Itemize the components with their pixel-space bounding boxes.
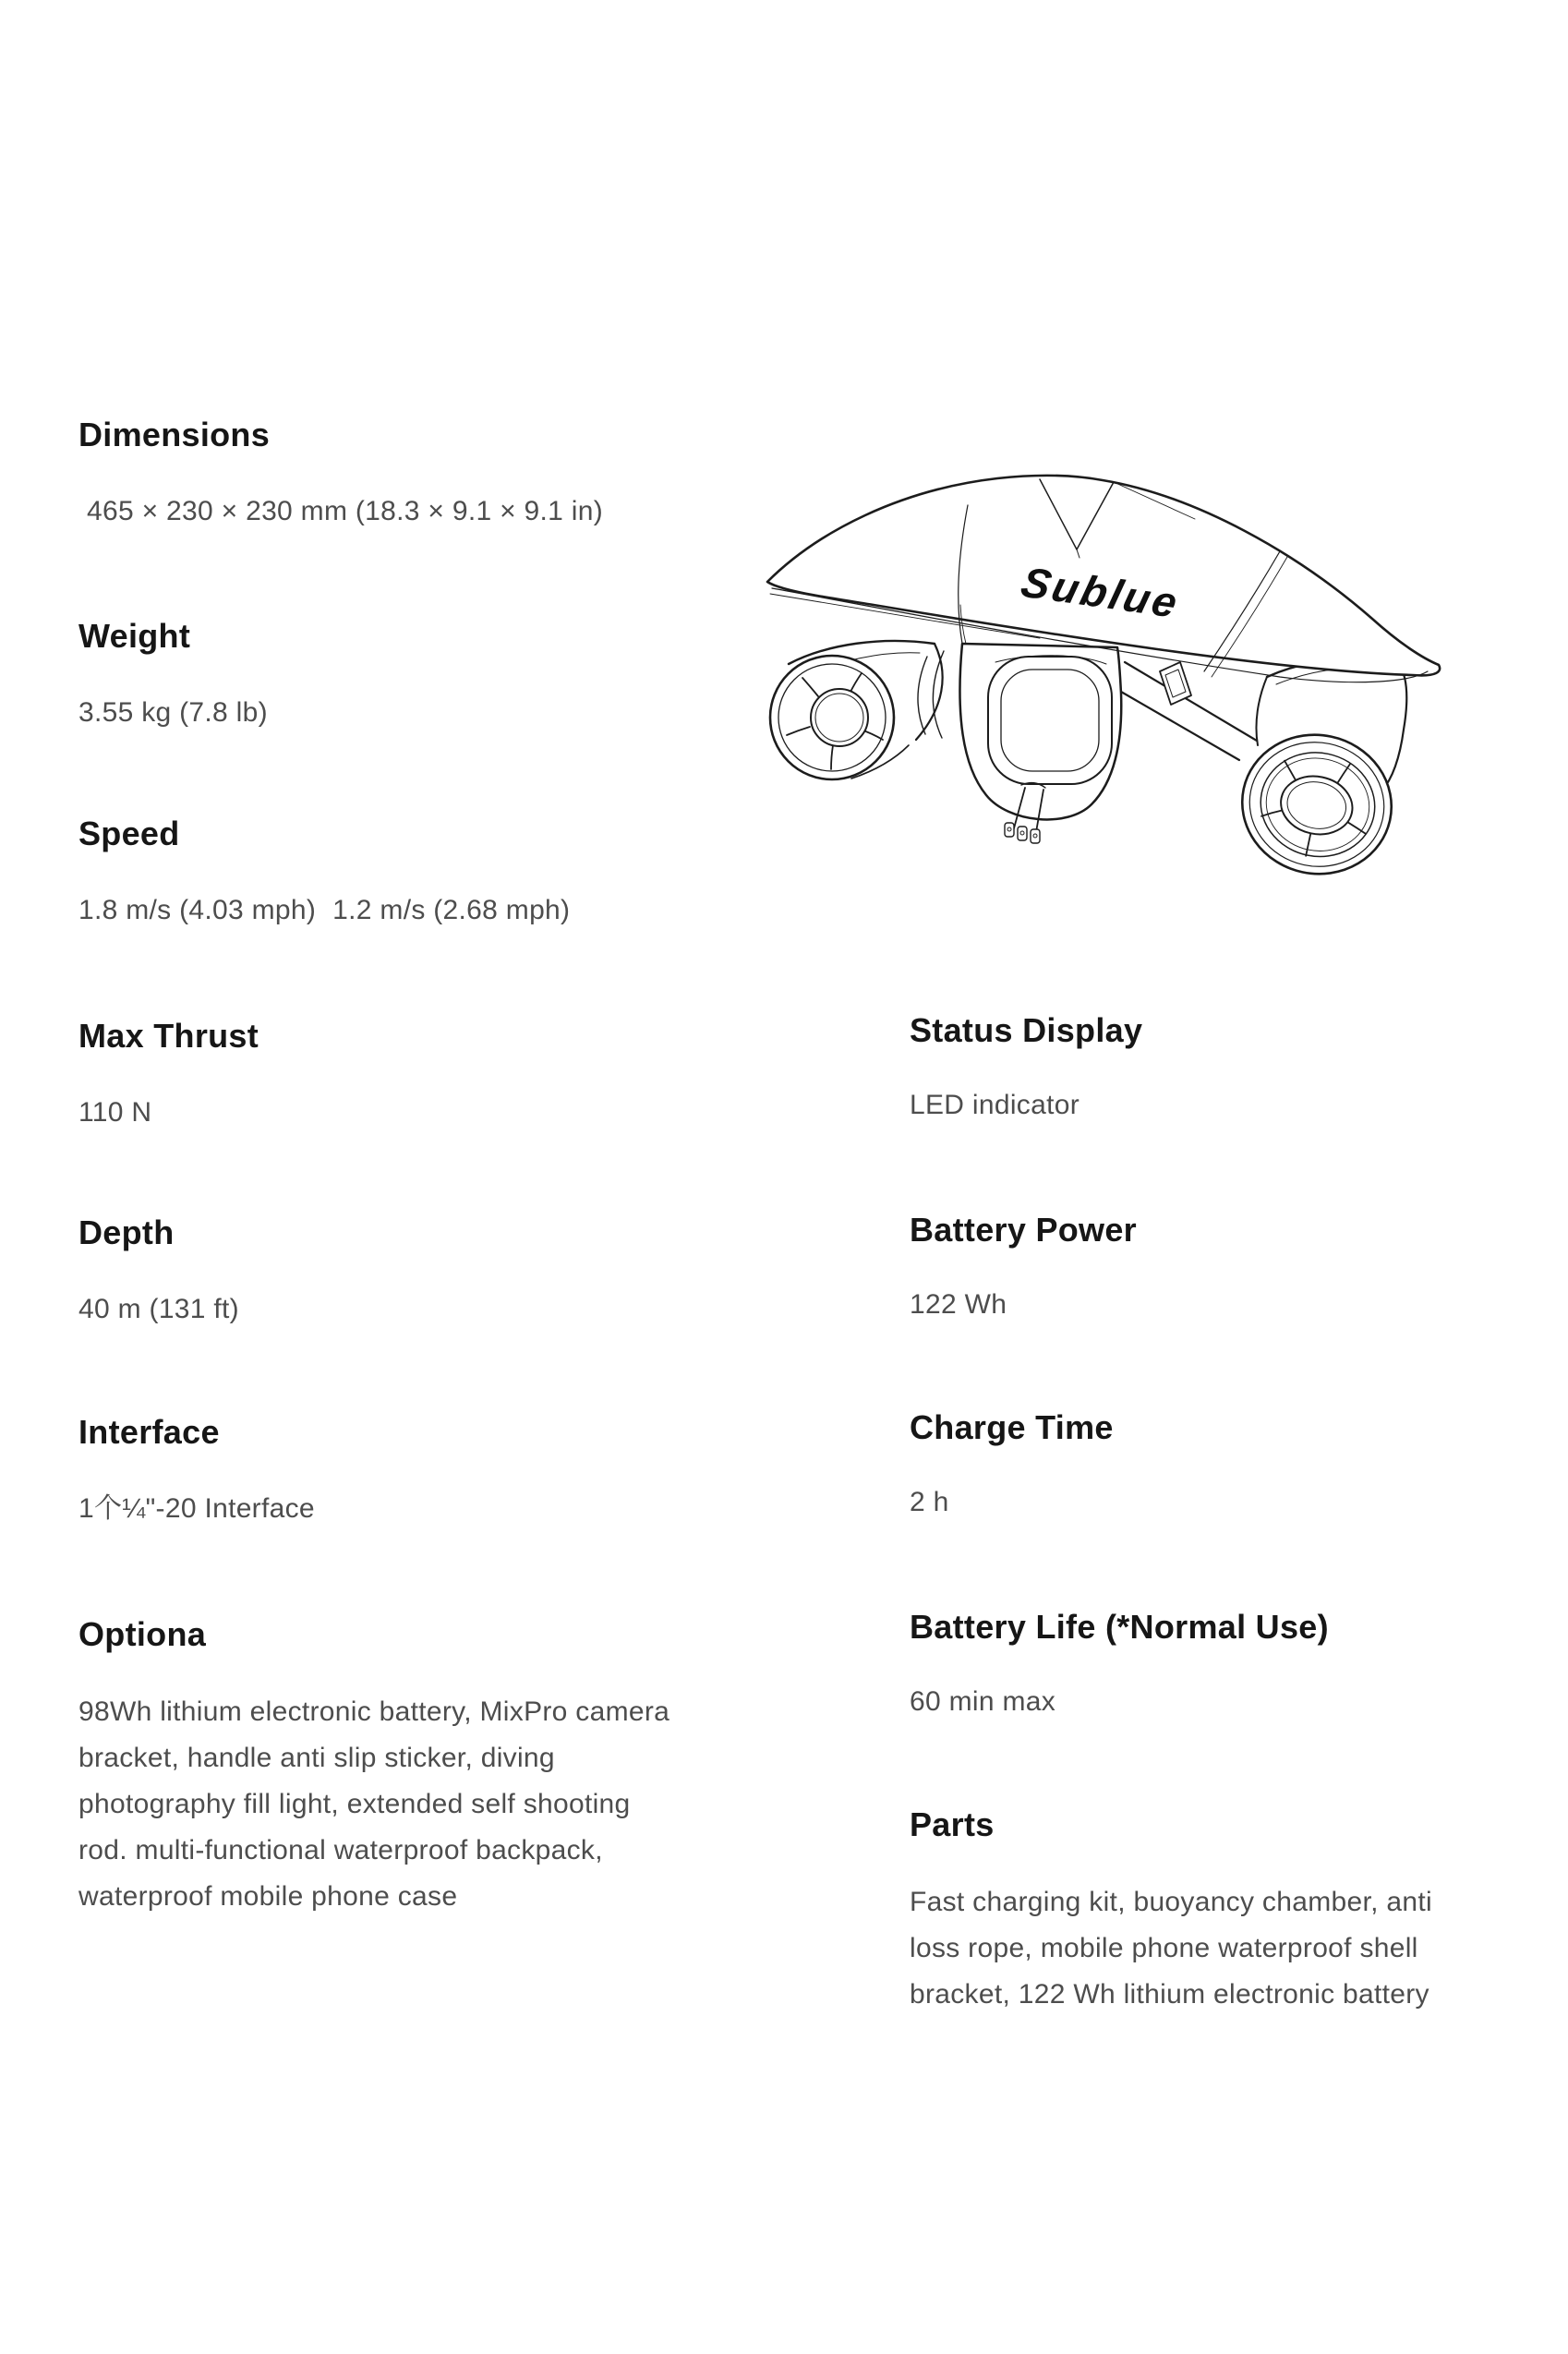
spec-value: LED indicator xyxy=(910,1090,1080,1120)
left-propeller-hub xyxy=(811,689,868,746)
spec-dimensions xyxy=(78,418,603,529)
spec-heading: Optiona xyxy=(78,1615,207,1653)
speed-value-primary: 1.8 m/s (4.03 mph) xyxy=(78,895,317,925)
spec-heading: Charge Time xyxy=(910,1408,1114,1446)
spec-value: 1个¼"-20 Interface xyxy=(78,1493,315,1524)
spec-weight xyxy=(78,617,268,730)
spec-value xyxy=(78,893,570,928)
spec-value: 2 h xyxy=(910,1487,949,1517)
spec-battery-power xyxy=(910,1213,1137,1322)
spec-heading: Depth xyxy=(78,1213,175,1251)
spec-heading: Speed xyxy=(78,815,180,852)
spec-heading: Weight xyxy=(78,617,191,655)
spec-heading: Dimensions xyxy=(78,416,271,453)
spec-max-thrust xyxy=(78,1017,259,1130)
spec-value: 465 × 230 × 230 mm (18.3 × 9.1 × 9.1 in) xyxy=(87,496,604,526)
speed-value-secondary: 1.2 m/s (2.68 mph) xyxy=(332,895,571,925)
spec-value: 40 m (131 ft) xyxy=(78,1294,239,1324)
spec-charge-time xyxy=(910,1408,1114,1520)
right-thruster-pod xyxy=(1229,658,1406,882)
spec-value: 122 Wh xyxy=(910,1289,1007,1320)
spec-value: 98Wh lithium electronic battery, MixPro camera bracket, handle anti slip sticker, diving photography fill light, extended self shooting rod. multi-functional waterproof backpack, waterproof mobile phone case xyxy=(78,1696,670,1912)
arm-clamp xyxy=(1160,662,1191,705)
spec-depth xyxy=(78,1213,239,1327)
spec-parts xyxy=(910,1805,1482,2018)
spec-heading: Max Thrust xyxy=(78,1017,259,1055)
spec-status-display xyxy=(910,1011,1143,1123)
spec-interface xyxy=(78,1413,315,1527)
spec-heading: Battery Life (*Normal Use) xyxy=(910,1608,1329,1646)
spec-heading: Parts xyxy=(910,1805,995,1843)
center-body xyxy=(959,644,1121,819)
spec-value: 60 min max xyxy=(910,1686,1056,1717)
spec-heading: Status Display xyxy=(910,1011,1143,1049)
spec-heading: Interface xyxy=(78,1413,220,1451)
spec-heading: Battery Power xyxy=(910,1211,1137,1249)
spec-speed xyxy=(78,817,570,928)
product-illustration xyxy=(763,466,1451,882)
spec-optional xyxy=(78,1615,674,1920)
spec-value: 3.55 kg (7.8 lb) xyxy=(78,697,268,728)
spec-value: 110 N xyxy=(78,1097,152,1128)
left-thruster-pod xyxy=(770,641,943,779)
brand-logo: Sublue xyxy=(1016,558,1186,627)
support-arm xyxy=(1121,662,1261,760)
spec-battery-life xyxy=(910,1608,1329,1720)
spec-value: Fast charging kit, buoyancy chamber, anti loss rope, mobile phone waterproof shell bracket, 122 Wh lithium electronic battery xyxy=(910,1887,1432,2010)
